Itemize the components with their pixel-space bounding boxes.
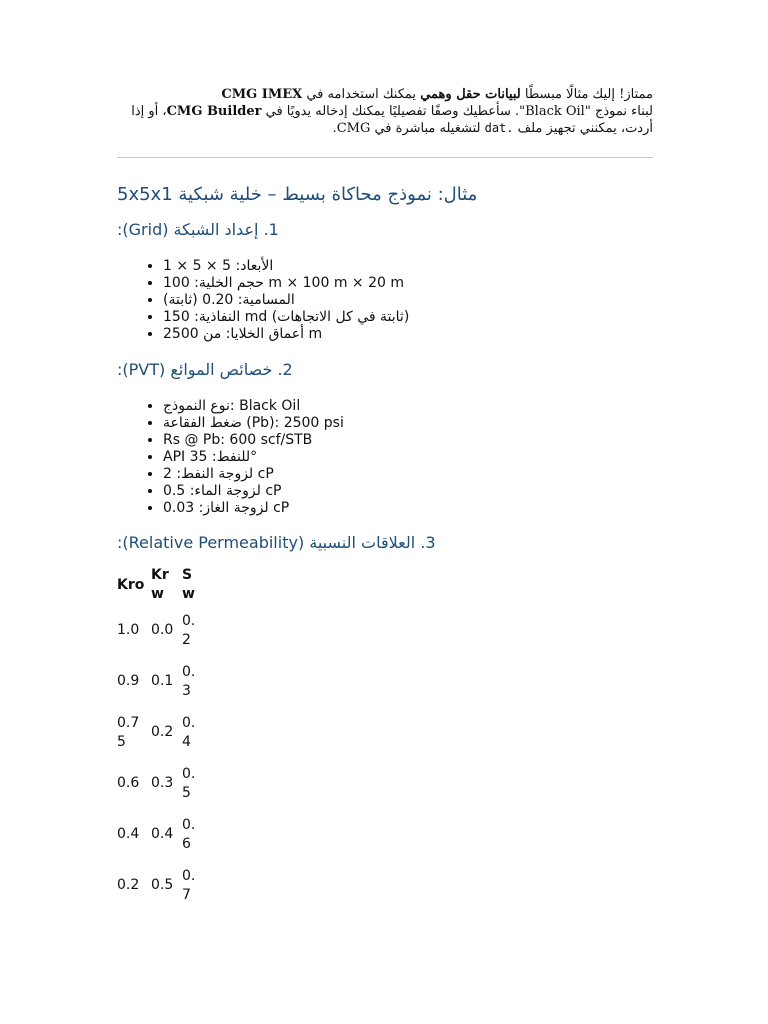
cell-sw: 0.5: [182, 765, 196, 801]
intro-paragraph: [117, 86, 653, 137]
table-row: [117, 605, 199, 656]
intro-text-2: يمكنك استخدامه في: [302, 87, 421, 102]
header-krw: Krw: [151, 567, 169, 602]
cell-kro: 0.75: [117, 714, 140, 750]
header-kro: Kro: [117, 576, 145, 593]
cell-krw: 0.0: [151, 622, 174, 638]
intro-bold-phrase: لبيانات حقل وهمي: [420, 87, 521, 102]
table-header-row: [117, 565, 199, 605]
intro-text-1: ممتاز! إليك مثالًا مبسطًا: [520, 87, 653, 102]
list-item: • لزوجة الماء: 0.5 cP: [163, 483, 653, 500]
list-item: • Rs @ Pb: 600 scf/STB: [163, 432, 653, 449]
list-item: • لزوجة النفط: 2 cP: [163, 466, 653, 483]
intro-text-5: لتشغيله مباشرة في CMG.: [332, 121, 485, 136]
list-item: • أعماق الخلايا: من 2500 m: [163, 326, 653, 343]
cell-sw: 0.6: [182, 816, 196, 852]
table-row: [117, 707, 199, 758]
intro-text-3: لبناء نموذج "Black Oil". سأعطيك وصفًا تفصيليًا يمكنك إدخاله يدويًا في: [261, 104, 653, 119]
separator-line: [117, 157, 653, 158]
cell-kro: 0.9: [117, 673, 140, 689]
grid-list: [117, 258, 653, 343]
cell-krw: 0.3: [151, 775, 174, 791]
relperm-table: [117, 565, 199, 911]
brand-cmg-imex: CMG IMEX: [221, 87, 303, 102]
list-item: • نوع النموذج: Black Oil: [163, 398, 653, 415]
cell-kro: 0.4: [117, 826, 140, 842]
document-page: [117, 86, 653, 911]
section-heading-pvt: 2. خصائص الموائع (PVT):: [117, 360, 293, 379]
section-heading-grid: 1. إعداد الشبكة (Grid):: [117, 220, 279, 239]
cell-kro: 0.2: [117, 877, 140, 893]
cell-krw: 0.2: [151, 724, 174, 740]
cell-sw: 0.2: [182, 612, 196, 648]
cell-sw: 0.4: [182, 714, 196, 750]
list-item: • الأبعاد: 5 × 5 × 1: [163, 258, 653, 275]
section-heading-relperm: 3. العلاقات النسبية (Relative Permeability):: [117, 533, 436, 552]
cell-krw: 0.4: [151, 826, 174, 842]
table-row: [117, 860, 199, 911]
pvt-list: [117, 398, 653, 517]
table-row: [117, 656, 199, 707]
intro-text-4: ، أو إذا أردت، يمكنني تجهيز ملف: [131, 104, 653, 136]
list-item: • النفاذية: 150 md (ثابتة في كل الاتجاهات): [163, 309, 653, 326]
list-item: • API للنفط: 35°: [163, 449, 653, 466]
cell-sw: 0.7: [182, 867, 196, 903]
cell-sw: 0.3: [182, 663, 196, 699]
header-sw: Sw: [182, 567, 195, 602]
example-title: مثال: نموذج محاكاة بسيط – خلية شبكية 5x5x1: [117, 184, 478, 205]
cell-krw: 0.1: [151, 673, 174, 689]
brand-cmg-builder: CMG Builder: [166, 104, 262, 119]
list-item: • المسامية: 0.20 (ثابتة): [163, 292, 653, 309]
cell-krw: 0.5: [151, 877, 174, 893]
cell-kro: 1.0: [117, 622, 140, 638]
list-item: • لزوجة الغاز: 0.03 cP: [163, 500, 653, 517]
list-item: • ضغط الفقاعة (Pb): 2500 psi: [163, 415, 653, 432]
list-item: • حجم الخلية: 100 m × 100 m × 20 m: [163, 275, 653, 292]
dat-extension: .dat: [484, 121, 514, 135]
table-row: [117, 758, 199, 809]
cell-kro: 0.6: [117, 775, 140, 791]
table-row: [117, 809, 199, 860]
